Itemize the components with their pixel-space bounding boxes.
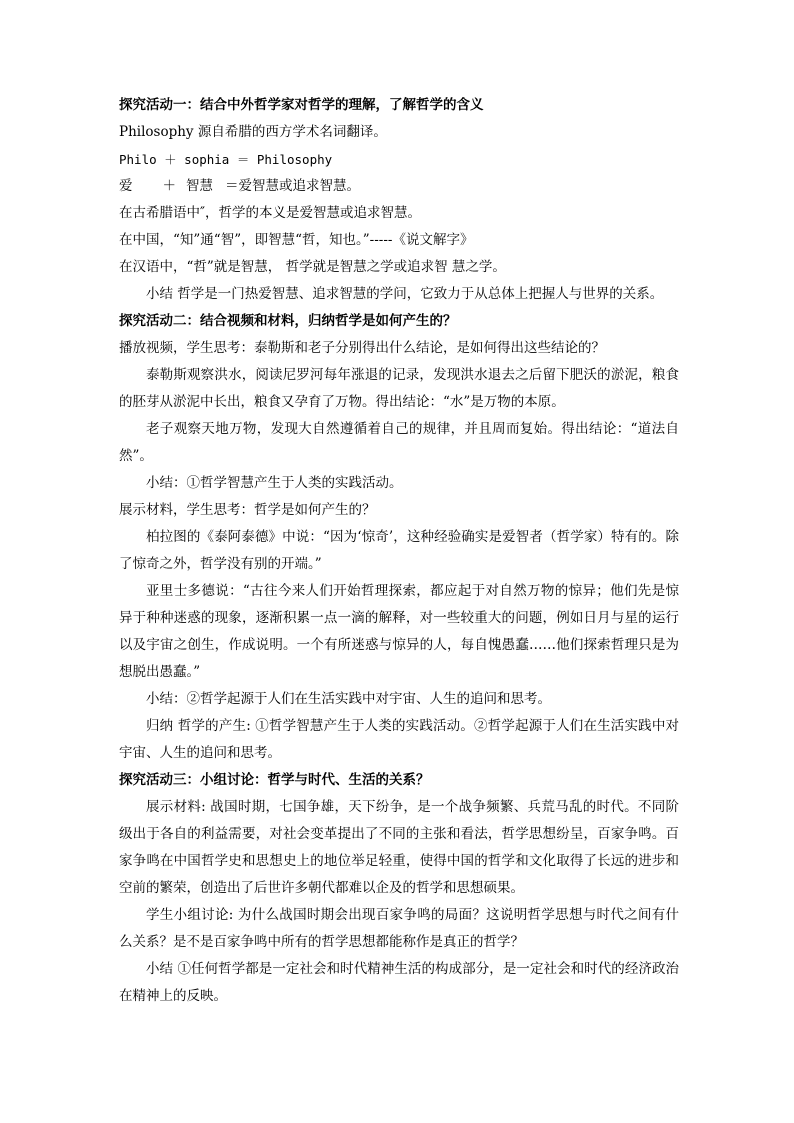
warring-states-material: 展示材料: 战国时期，七国争雄，天下纷争，是一个战争频繁、兵荒马乱的时代。不同阶级出于各自的利益需要，对社会变革提出了不同的主张和看法，哲学思想纷呈，百家争鸣。百家争鸣在中国哲学史和思想史上的地位举足轻重，使得中国的哲学和文化取得了长远的进步和空前的繁荣，创造出了后世许多朝代都难以企及的哲学和思想硕果。 [119,799,679,896]
document-body [119,92,679,1010]
aristotle-paragraph: 亚里士多德说：“古往今来人们开始哲理探索，都应起于对自然万物的惊异；他们先是惊异于种种迷惑的现象，逐渐积累一点一滴的解释，对一些较重大的问题，例如日月与星的运行以及宇宙之创生，作成说明。一个有所迷惑与惊异的人，每自愧愚蠢……他们探索哲理只是为想脱出愚蠢。” [119,583,679,680]
conclusion-label: 归纳 [146,718,174,734]
activity1-heading: 探究活动一：结合中外哲学家对哲学的理解，了解哲学的含义 [119,97,484,113]
video-prompt: 播放视频，学生思考：泰勒斯和老子分别得出什么结论，是如何得出这些结论的？ [119,340,605,356]
wisdom-word: 智慧 [186,178,213,194]
conclusion-text: 哲学的产生: ①哲学智慧产生于人类的实践活动。②哲学起源于人们在生活实践中对宇宙、人生的追问和思考。 [119,718,679,761]
summary-text: ②哲学起源于人们在生活实践中对宇宙、人生的追问和思考。 [186,691,551,707]
love-wisdom-result: ＝爱智慧或追求智慧。 [225,178,360,194]
thales-paragraph: 泰勒斯观察洪水，阅读尼罗河每年涨退的记录，发现洪水退去之后留下肥沃的淤泥，粮食的胚芽从淤泥中长出，粮食又孕育了万物。得出结论：“水”是万物的本原。 [119,367,679,410]
summary-label: 小结 [146,286,173,302]
activity2-conclusion [119,713,679,767]
activity3-heading: 探究活动三：小组讨论：哲学与时代、生活的关系？ [119,772,430,788]
china-meaning-line: 在中国，“知”通“智”，即智慧“哲，知也。”-----《说文解字》 [119,232,474,248]
activity2-summary2 [119,686,679,713]
plus-sign: ＋ [162,178,176,194]
plato-paragraph: 柏拉图的《泰阿泰德》中说：“因为‘惊奇’，这种经验确实是爱智者（哲学家）特有的。除了惊奇之外，哲学没有别的开端。” [119,529,679,572]
chinese-meaning-line: 在汉语中，“哲”就是智慧， 哲学就是智慧之学或追求智 慧之学。 [119,259,506,275]
summary-label: 小结 [146,961,174,977]
love-word: 爱 [119,178,133,194]
summary-text: 哲学是一门热爱智慧、追求智慧的学问，它致力于从总体上把握人与世界的关系。 [173,286,664,302]
summary-label: 小结： [146,475,187,491]
activity3-summary [119,956,679,1010]
summary-text: ①任何哲学都是一定社会和时代精神生活的构成部分，是一定社会和时代的经济政治在精神上的反映。 [119,961,680,1004]
activity2-heading: 探究活动二：结合视频和材料，归纳哲学是如何产生的？ [119,313,457,329]
summary-text: ①哲学智慧产生于人类的实践活动。 [186,475,403,491]
summary-label: 小结： [146,691,187,707]
activity1-summary [119,281,679,308]
material-prompt: 展示材料，学生思考：哲学是如何产生的？ [119,502,376,518]
laozi-paragraph: 老子观察天地万物，发现大自然遵循着自己的规律，并且周而复始。得出结论：“道法自然”。 [119,421,679,464]
philosophy-formula-line: Philo ＋ sophia ＝ Philosophy [119,152,333,167]
philosophy-origin-line: Philosophy 源自希腊的西方学术名词翻译。 [119,124,387,140]
greek-meaning-line: 在古希腊语中″，哲学的本义是爱智慧或追求智慧。 [119,205,422,221]
wisdom-formula-line [119,173,679,200]
group-discussion: 学生小组讨论: 为什么战国时期会出现百家争鸣的局面？这说明哲学思想与时代之间有什么关系？是不是百家争鸣中所有的哲学思想都能称作是真正的哲学？ [119,907,679,950]
activity2-summary1 [119,470,679,497]
